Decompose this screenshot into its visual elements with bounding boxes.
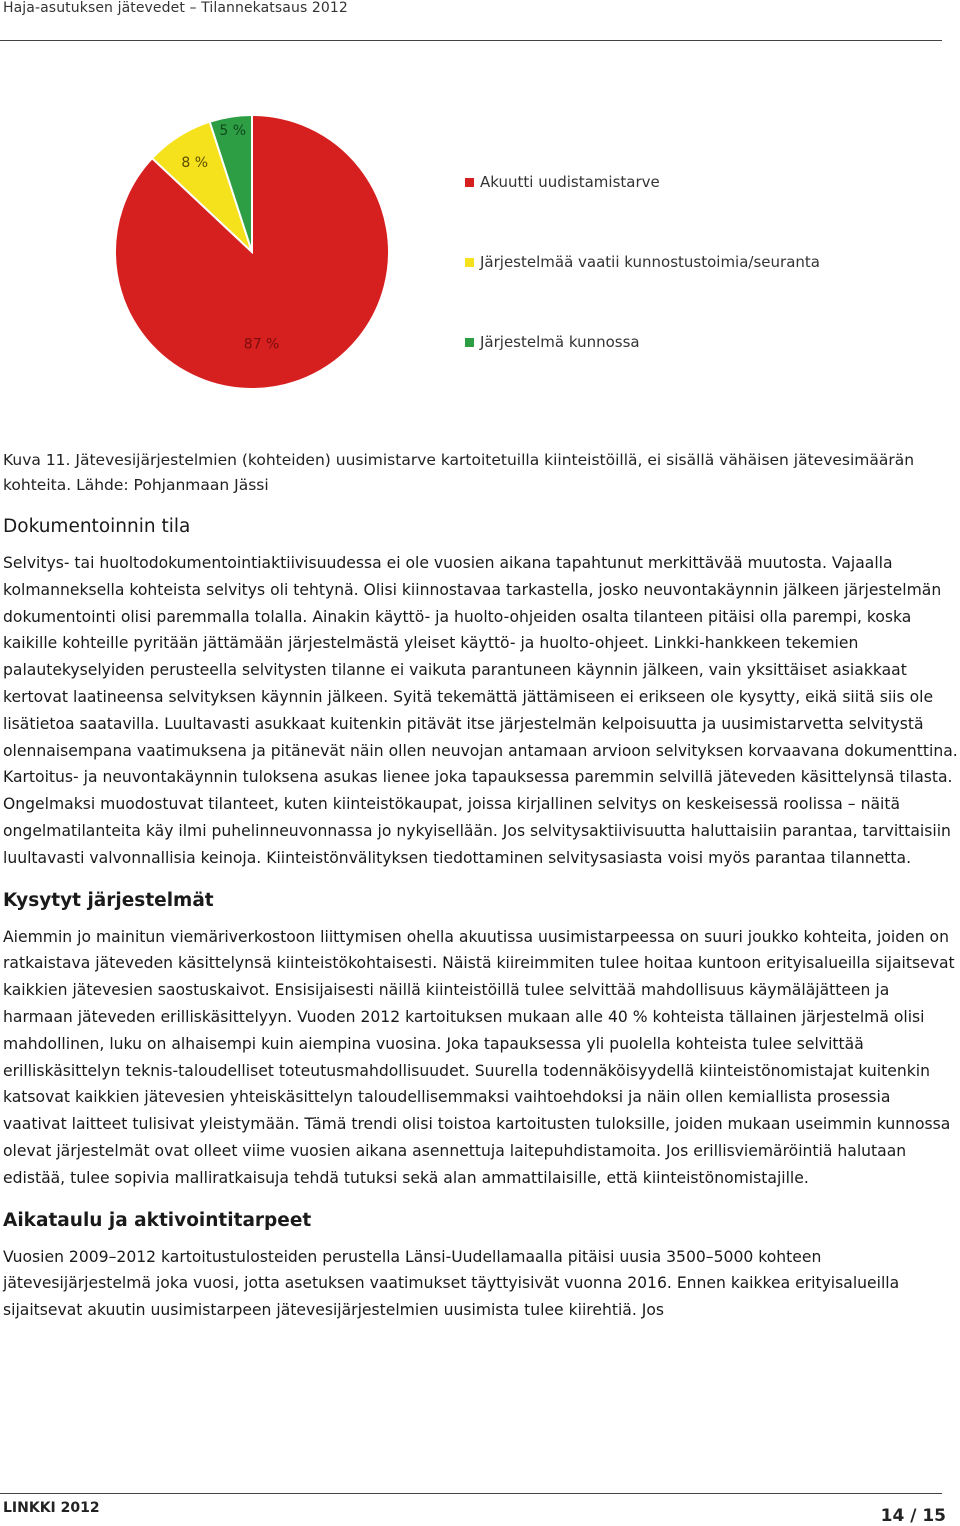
legend-swatch-yellow bbox=[465, 258, 474, 267]
footer-left: LINKKI 2012 bbox=[3, 1500, 100, 1516]
page-number: 14 / 15 bbox=[880, 1506, 946, 1526]
header-rule bbox=[0, 40, 942, 41]
legend-label-ok: Järjestelmä kunnossa bbox=[480, 333, 640, 351]
main-content bbox=[3, 448, 958, 1334]
legend-item-ok bbox=[465, 333, 640, 351]
legend-label-acute: Akuutti uudistamistarve bbox=[480, 173, 660, 191]
pie-chart bbox=[0, 90, 960, 410]
footer-rule bbox=[0, 1493, 942, 1494]
pie-chart-svg bbox=[0, 90, 420, 410]
figure-caption bbox=[3, 448, 958, 498]
legend-item-acute bbox=[465, 173, 660, 191]
caption-line-2: kohteita. Lähde: Pohjanmaan Jässi bbox=[3, 476, 269, 494]
running-header: Haja-asutuksen jätevedet – Tilannekatsaus 2012 bbox=[3, 0, 348, 16]
paragraph-documentation: Selvitys- tai huoltodokumentointiaktiivisuudessa ei ole vuosien aikana tapahtunut merkittävää muutosta. Vajaalla kolmanneksella kohteista selvitys oli tehtynä. Olisi kiinnostavaa tarkastella, josko neuvontakäynnin jälkeen järjestelmän dokumentointi olisi paremmalla tolalla. Ainakin käyttö- ja huolto-ohjeiden osalta tilanteen pitäisi olla parempi, koska kaikille kohteille pyritään jättämään järjestelmästä yleiset käyttö- ja huolto-ohjeet. Linkki-hankkeen tekemien palautekyselyiden perusteella selvitysten tilanne ei vaikuta parantuneen käynnin jälkeen, vain yksittäiset asiakkaat kertovat laatineensa selvityksen käynnin jälkeen. Syitä tekemättä jättämiseen ei erikseen ole kysytty, eikä siitä siis ole lisätietoa saatavilla. Luultavasti asukkaat kuitenkin pitävät itse järjestelmän kelpoisuutta ja uusimistarvetta selvitystä olennaisempana vaatimuksena ja pitänevät näin ollen neuvojan antamaan arvioon selvityksen korvaavana dokumenttina. Kartoitus- ja neuvontakäynnin tuloksena asukas lienee joka tapauksessa paremmin selvillä jäteveden käsittelynsä tilasta. Ongelmaksi muodostuvat tilanteet, kuten kiinteistökaupat, joissa kirjallinen selvitys on keskeisessä roolissa – näitä ongelmatilanteita käy ilmi puhelinneuvonnassa jo nykyisellään. Jos selvitysaktiivisuutta haluttaisiin parantaa, tarvittaisiin luultavasti valvonnallisia keinoja. Kiinteistönvälityksen tiedottaminen selvitysasiasta voisi myös parantaa tilannetta. bbox=[3, 554, 958, 867]
legend-swatch-red bbox=[465, 178, 474, 187]
pie-label-needs-repair: 8 % bbox=[181, 154, 209, 171]
caption-line-1: Kuva 11. Jätevesijärjestelmien (kohteiden) uusimistarve kartoitetuilla kiinteistöillä, ei sisällä vähäisen jätevesimäärän bbox=[3, 451, 915, 469]
heading-documentation: Dokumentoinnin tila bbox=[3, 516, 191, 537]
chart-legend bbox=[465, 90, 945, 410]
heading-schedule: Aikataulu ja aktivointitarpeet bbox=[3, 1209, 312, 1231]
legend-item-needs-repair bbox=[465, 253, 820, 271]
paragraph-schedule: Vuosien 2009–2012 kartoitustulosteiden perustella Länsi-Uudellamaalla pitäisi uusia 3500–5000 kohteen jätevesijärjestelmä joka vuosi, jotta asetuksen vaatimukset täyttyisivät vuonna 2016. Ennen kaikkea erityisalueilla sijaitsevat akuutin uusimistarpeen jätevesijärjestelmien uusimista tulee kiirehtiä. Jos bbox=[3, 1247, 900, 1320]
legend-label-needs-repair: Järjestelmää vaatii kunnostustoimia/seuranta bbox=[480, 253, 820, 271]
legend-swatch-green bbox=[465, 338, 474, 347]
pie-label-ok: 5 % bbox=[219, 123, 247, 140]
heading-systems: Kysytyt järjestelmät bbox=[3, 889, 214, 911]
pie-label-acute: 87 % bbox=[243, 336, 280, 353]
paragraph-systems: Aiemmin jo mainitun viemäriverkostoon liittymisen ohella akuutissa uusimistarpeessa on suuri joukko kohteita, joiden on ratkaistava jäteveden käsittelynsä kiinteistökohtaisesti. Näistä kiireimmiten tulee hoitaa kuntoon erityisalueilla sijaitsevat kaikkien jätevesien saostuskaivot. Ensisijaisesti näillä kiinteistöillä tulee selvittää mahdollisuus käymäläjätteen ja harmaan jäteveden erilliskäsittelyyn. Vuoden 2012 kartoituksen mukaan alle 40 % kohteista tällainen järjestelmä olisi mahdollinen, luku on alhaisempi kuin aiempina vuosina. Joka tapauksessa yli puolella kohteista tulee selvittää erilliskäsittelyn teknis-taloudelliset toteutusmahdollisuudet. Suurella todennäköisyydellä kiinteistönomistajat kuitenkin katsovat kaikkien jätevesien yhteiskäsittelyn taloudellisemmaksi vaihtoehdoksi ja näin ollen kemiallista prosessia vaativat laitteet tulisivat yleistymään. Tämä trendi olisi toistoa kartoitusten tuloksille, joiden mukaan useimmin kunnossa olevat järjestelmät ovat olleet viime vuosien aikana asennettuja laitepuhdistamoita. Jos erillisviemäröintiä halutaan edistää, tulee sopivia malliratkaisuja tehdä tutuksi sekä alan ammattilaisille, että kiinteistönomistajille. bbox=[3, 927, 955, 1187]
